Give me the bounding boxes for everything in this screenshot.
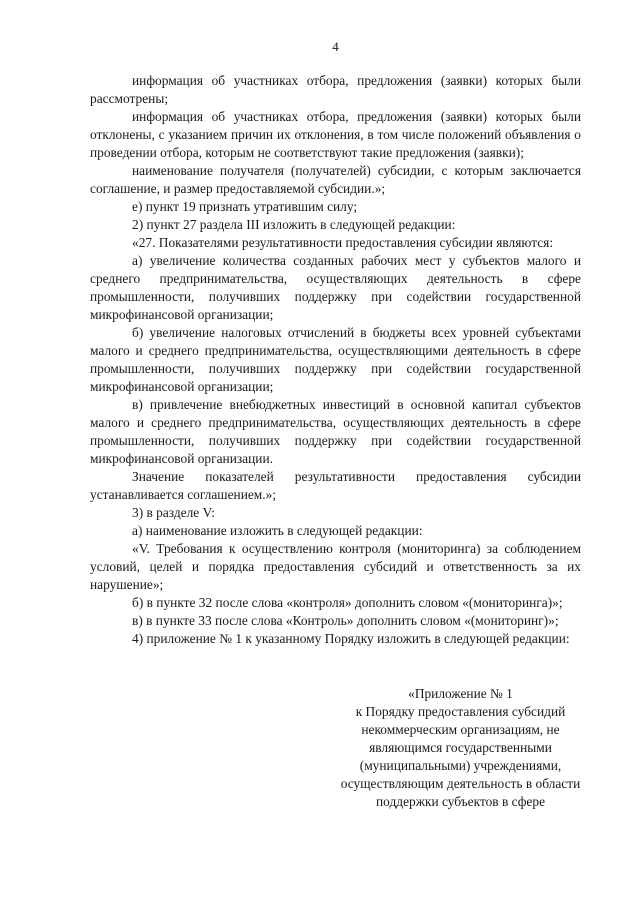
page-number: 4: [332, 39, 339, 54]
paragraph: наименование получателя (получателей) субсидии, с которым заключается соглашение, и размер предоставляемой субсидии.»;: [90, 163, 581, 196]
paragraph: информация об участниках отбора, предложения (заявки) которых были отклонены, с указанием причин их отклонения, в том числе положений объявления о проведении отбора, которым не соответствуют такие предложения (заявки);: [90, 109, 581, 160]
paragraph: б) увеличение налоговых отчислений в бюджеты всех уровней субъектами малого и среднего предпринимательства, осуществляющими деятельность в сфере промышленности, получивших поддержку при содействии государственной микрофинансовой организации;: [90, 325, 581, 394]
paragraph: в) привлечение внебюджетных инвестиций в основной капитал субъектов малого и среднего предпринимательства, осуществляющих деятельность в сфере промышленности, получивших поддержку при содействии государственной микрофинансовой организации.: [90, 397, 581, 466]
appendix-header: [340, 685, 581, 811]
appendix-line: являющимся государственными: [369, 740, 552, 755]
paragraph: б) в пункте 32 после слова «контроля» дополнить словом «(мониторинга)»;: [132, 595, 563, 610]
paragraph: «V. Требования к осуществлению контроля (мониторинга) за соблюдением условий, целей и порядка предоставления субсидий и ответственность за их нарушение»;: [90, 541, 581, 592]
paragraph: е) пункт 19 признать утратившим силу;: [132, 199, 358, 214]
appendix-line: осуществляющим деятельность в области: [340, 776, 581, 791]
paragraph: 4) приложение № 1 к указанному Порядку изложить в следующей редакции:: [132, 631, 570, 646]
paragraph: а) наименование изложить в следующей редакции:: [132, 523, 423, 538]
paragraph: Значение показателей результативности предоставления субсидии устанавливается соглашением.»;: [90, 469, 581, 502]
appendix-line: (муниципальными) учреждениями,: [359, 758, 562, 773]
paragraph: 3) в разделе V:: [132, 505, 215, 520]
appendix-line: «Приложение № 1: [408, 686, 513, 701]
paragraph: 2) пункт 27 раздела III изложить в следующей редакции:: [132, 217, 456, 232]
paragraph: информация об участниках отбора, предложения (заявки) которых были рассмотрены;: [90, 73, 581, 106]
paragraph: а) увеличение количества созданных рабочих мест у субъектов малого и среднего предпринимательства, осуществляющих деятельность в сфере промышленности, получивших поддержку при содействии государственной микрофинансовой организации;: [90, 253, 581, 322]
appendix-line: некоммерческим организациям, не: [361, 722, 560, 737]
appendix-line: поддержки субъектов в сфере: [375, 794, 546, 809]
appendix-line: к Порядку предоставления субсидий: [355, 704, 566, 719]
paragraph: «27. Показателями результативности предоставления субсидии являются:: [132, 235, 554, 250]
paragraph: в) в пункте 33 после слова «Контроль» дополнить словом «(мониторинг)»;: [132, 613, 559, 628]
document-body: [90, 72, 581, 648]
